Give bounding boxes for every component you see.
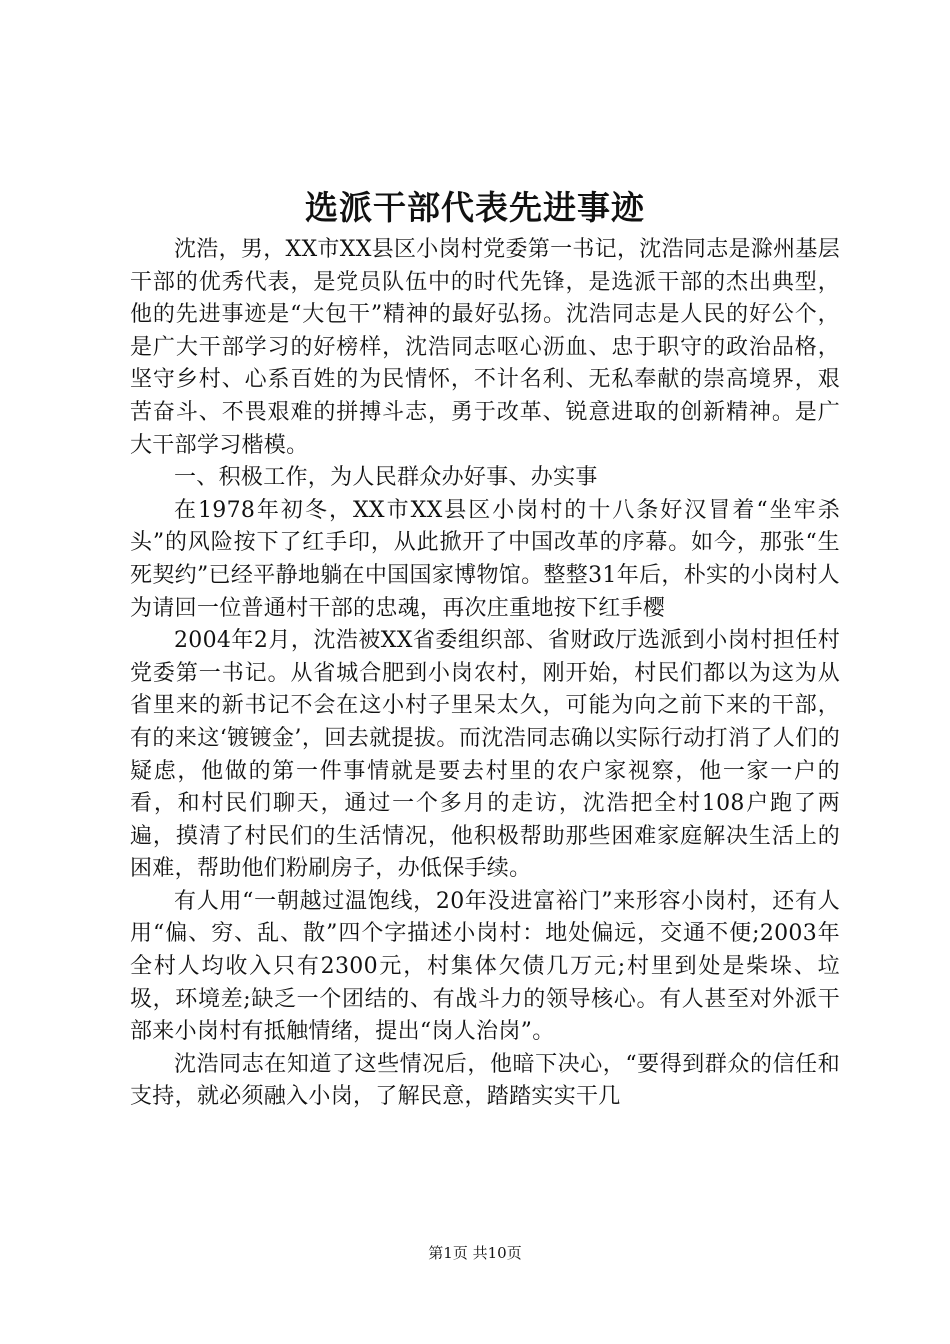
paragraph-history: 在1978年初冬，XX市XX县区小岗村的十八条好汉冒着“坐牢杀头”的风险按下了红手印，从此掀开了中国改革的序幕。如今，那张“生死契约”已经平静地躺在中国国家博物馆。整整31年后，朴实的小岗村人为请回一位普通村干部的忠魂，再次庄重地按下红手樱 <box>130 497 840 621</box>
document-title: 选派干部代表先进事迹 <box>305 188 645 227</box>
paragraph-resolve: 沈浩同志在知道了这些情况后，他暗下决心，“要得到群众的信任和支持，就必须融入小岗，了解民意，踏踏实实干几 <box>130 1051 840 1110</box>
paragraph-intro: 沈浩，男，XX市XX县区小岗村党委第一书记，沈浩同志是滁州基层干部的优秀代表，是党员队伍中的时代先锋，是选派干部的杰出典型，他的先进事迹是“大包干”精神的最好弘扬。沈浩同志是人民的好公个，是广大干部学习的好榜样，沈浩同志呕心沥血、忠于职守的政治品格，坚守乡村、心系百姓的为民情怀，不计名利、无私奉献的崇高境界，艰苦奋斗、不畏艰难的拼搏斗志，勇于改革、锐意进取的创新精神。是广大干部学习楷模。 <box>130 237 840 458</box>
document-body <box>130 234 840 1114</box>
page-number: 第1页 共10页 <box>428 1244 522 1262</box>
paragraph-village-situation: 有人用“一朝越过温饱线，20年没进富裕门”来形容小岗村，还有人用“偏、穷、乱、散”四个字描述小岗村：地处偏远，交通不便;2003年全村人均收入只有2300元，村集体欠债几万元;村里到处是柴垛、垃圾，环境差;缺乏一个团结的、有战斗力的领导核心。有人甚至对外派干部来小岗村有抵触情绪，提出“岗人治岗”。 <box>130 888 840 1045</box>
paragraph-appointment: 2004年2月，沈浩被XX省委组织部、省财政厅选派到小岗村担任村党委第一书记。从省城合肥到小岗农村，刚开始，村民们都以为这为从省里来的新书记不会在这小村子里呆太久，可能为向之前下来的干部，有的来这‘镀镀金’，回去就提拔。而沈浩同志确以实际行动打消了人们的疑虑，他做的第一件事情就是要去村里的农户家视察，他一家一户的看，和村民们聊天，通过一个多月的走访，沈浩把全村108户跑了两遍，摸清了村民们的生活情况，他积极帮助那些困难家庭解决生活上的困难，帮助他们粉刷房子，办低保手续。 <box>130 628 840 882</box>
section-heading: 一、积极工作，为人民群众办好事、办实事 <box>174 465 598 491</box>
